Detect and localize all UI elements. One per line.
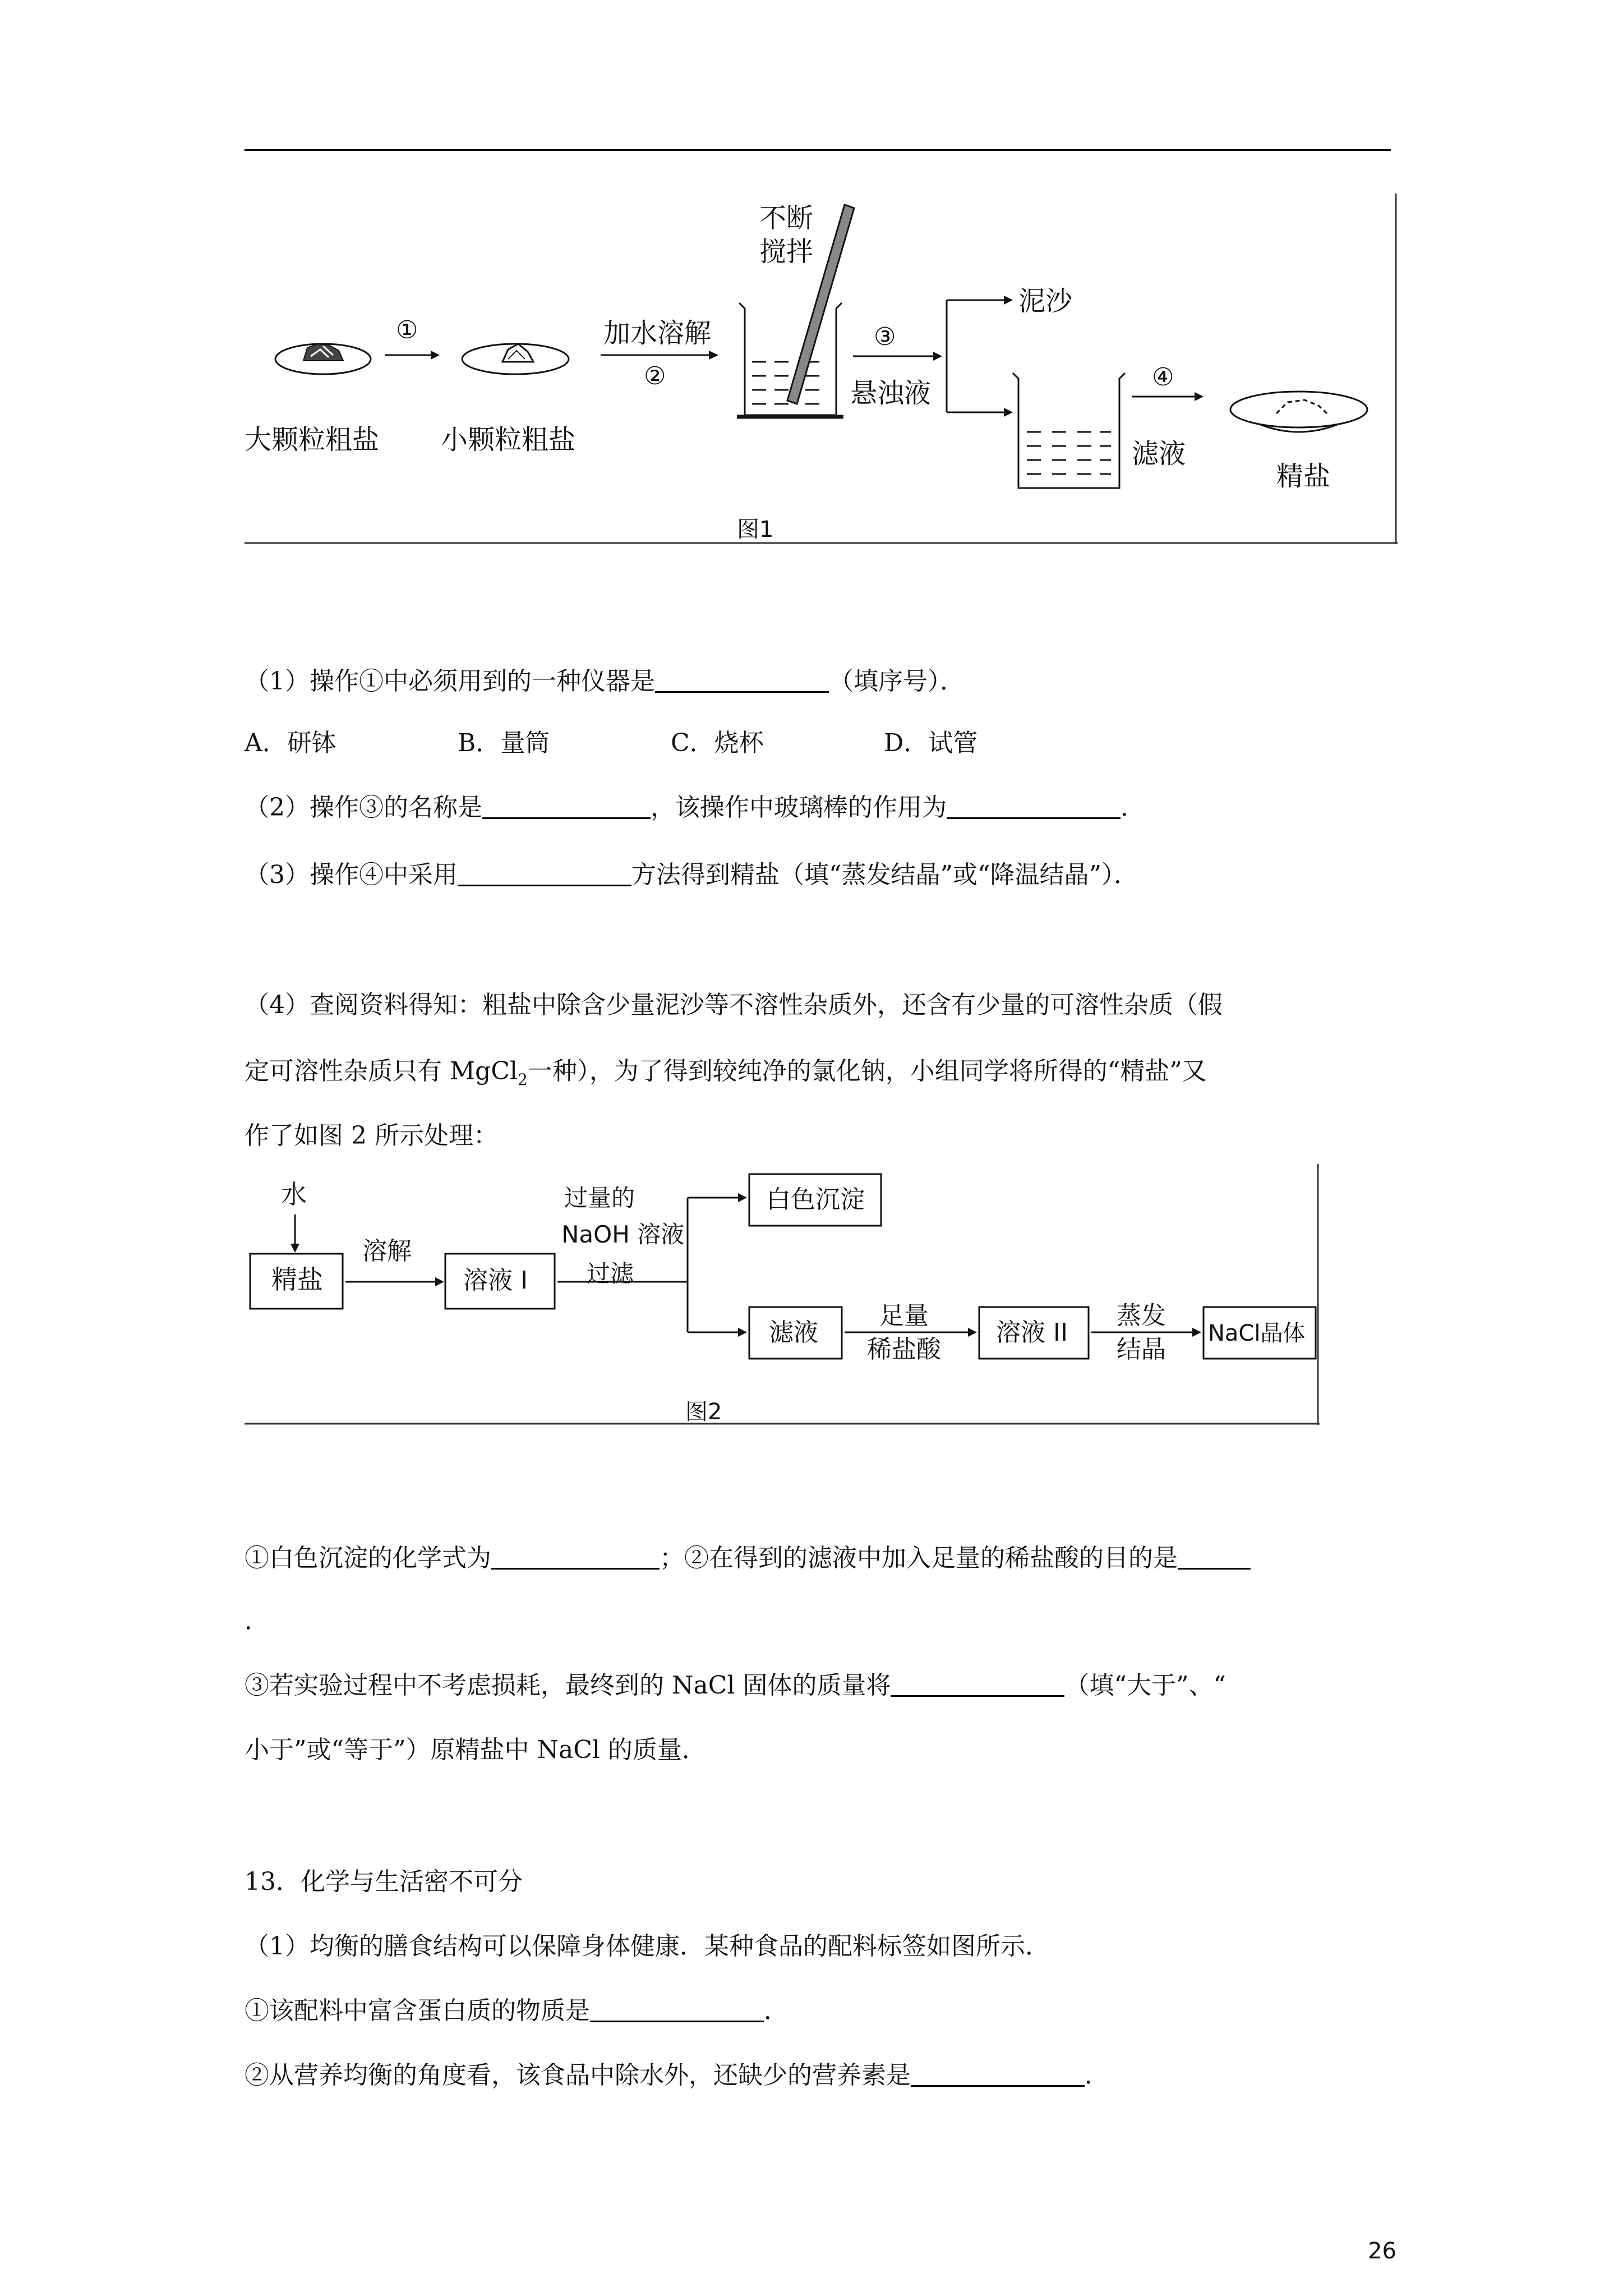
sub3-line-1: ③若实验过程中不考虑损耗，最终到的 NaCl 固体的质量将 （填“大于”、“ [245, 1671, 1226, 1700]
step2-label: ② [644, 362, 666, 390]
q13-p3-blank[interactable] [911, 2060, 1085, 2087]
stir-label-2: 搅拌 [759, 236, 814, 268]
refined-salt-label: 精盐 [1276, 461, 1331, 492]
q13-p2: ①该配料中富含蛋白质的物质是 ． [245, 1996, 789, 2025]
q3-line: （3）操作④中采用 方法得到精盐（填“蒸发结晶”或“降温结晶”）． [245, 861, 1138, 889]
page-number: 26 [1368, 2238, 1396, 2264]
guolv-label: 过滤 [587, 1260, 634, 1287]
q13-title: 13．化学与生活密不可分 [245, 1867, 523, 1896]
big-salt-label: 大颗粒粗盐 [245, 424, 380, 455]
figure1-caption: 图1 [737, 517, 774, 542]
sub1-cont: ． [245, 1607, 269, 1635]
guoliang-label-1: 过量的 [564, 1184, 635, 1212]
large-salt-dish-icon [275, 344, 371, 374]
rongye1-label: 溶液 I [463, 1266, 528, 1295]
sub1-line: ①白色沉淀的化学式为 ；②在得到的滤液中加入足量的稀盐酸的目的是 [245, 1542, 1251, 1575]
sub1-blank-2[interactable] [1178, 1543, 1251, 1570]
option-b[interactable]: B．量筒 [458, 729, 550, 757]
zuliang-label-2: 稀盐酸 [867, 1335, 941, 1364]
q1-options [245, 726, 1097, 760]
small-salt-label: 小颗粒粗盐 [441, 424, 576, 455]
option-d[interactable]: D．试管 [884, 729, 978, 757]
sub3-line-2: 小于”或“等于”）原精盐中 NaCl 的质量． [245, 1736, 707, 1764]
suspension-label: 悬浊液 [850, 378, 932, 409]
option-c[interactable]: C．烧杯 [671, 729, 764, 757]
q13-p2-blank[interactable] [590, 1996, 764, 2022]
white-ppt-label: 白色沉淀 [766, 1185, 865, 1214]
q1-blank[interactable] [655, 666, 829, 693]
lvye-label: 滤液 [769, 1318, 818, 1347]
evaporating-dish-icon [1230, 392, 1367, 432]
sub1-blank-1[interactable] [491, 1543, 660, 1570]
q4-line-1: （4）查阅资料得知：粗盐中除含少量泥沙等不溶性杂质外，还含有少量的可溶性杂质（假 [245, 991, 1223, 1019]
q1-line: （1）操作①中必须用到的一种仪器是 （填序号）． [245, 667, 965, 696]
step3-label: ③ [874, 323, 896, 351]
sub3-blank[interactable] [891, 1671, 1064, 1697]
q4-line-2: 定可溶性杂质只有 MgCl$_2$一种），为了得到较纯净的氯化钠，小组同学将所得的“精盐”又 [245, 1057, 1207, 1089]
filtrate-label: 滤液 [1132, 438, 1186, 470]
rongjie-label: 溶解 [362, 1237, 412, 1266]
filtrate-beaker-icon [1013, 373, 1125, 488]
zhengfa-label-1: 蒸发 [1117, 1301, 1166, 1330]
q3-blank[interactable] [458, 860, 631, 886]
jingyan-label: 精盐 [271, 1264, 323, 1295]
step1-label: ① [396, 316, 418, 344]
zuliang-label-1: 足量 [879, 1301, 929, 1330]
figure2-caption: 图2 [685, 1399, 722, 1425]
small-salt-dish-icon [462, 344, 569, 374]
header-rule [245, 149, 1391, 151]
figure-1 [245, 194, 1402, 547]
q2-blank-2[interactable] [947, 793, 1121, 819]
nacl-label: NaCl晶体 [1208, 1320, 1306, 1346]
rongye2-label: 溶液 II [996, 1318, 1068, 1347]
guoliang-label-2: NaOH 溶液 [561, 1221, 685, 1248]
q2-line: （2）操作③的名称是 ，该操作中玻璃棒的作用为 ． [245, 793, 1145, 822]
q13-p3: ②从营养均衡的角度看，该食品中除水外，还缺少的营养素是 ． [245, 2061, 1109, 2090]
water-label: 水 [281, 1179, 307, 1209]
stir-label-1: 不断 [759, 203, 814, 234]
figure-2 [245, 1164, 1327, 1433]
option-a[interactable]: A．研钵 [245, 729, 336, 757]
q13-p1: （1）均衡的膳食结构可以保障身体健康．某种食品的配料标签如图所示． [245, 1932, 1050, 1961]
step4-label: ④ [1152, 363, 1174, 392]
q2-blank-1[interactable] [482, 793, 651, 819]
zhengfa-label-2: 结晶 [1117, 1335, 1166, 1364]
dissolve-label: 加水溶解 [603, 318, 712, 349]
q4-line-3: 作了如图 2 所示处理： [245, 1121, 498, 1150]
sand-label: 泥沙 [1018, 286, 1073, 317]
